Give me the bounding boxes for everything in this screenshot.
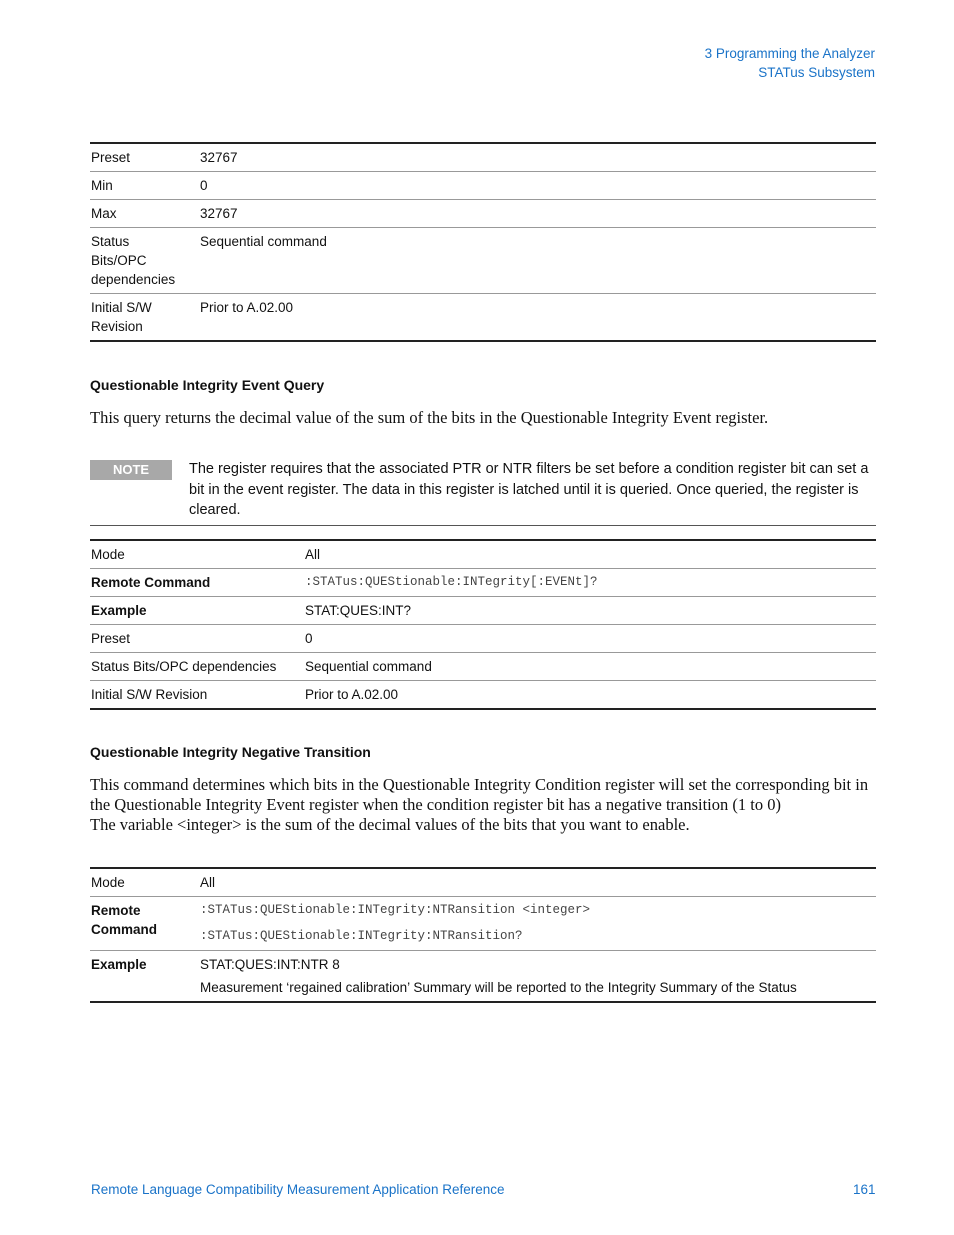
row-value: Sequential command xyxy=(199,228,876,294)
row-label: Preset xyxy=(90,625,304,653)
table-row xyxy=(90,951,876,1003)
section-heading: Questionable Integrity Event Query xyxy=(90,377,325,393)
footer-title: Remote Language Compatibility Measurement Application Reference xyxy=(91,1182,505,1197)
row-value: Sequential command xyxy=(304,653,876,681)
row-value: :STATus:QUEStionable:INTegrity[:EVENt]? xyxy=(304,569,876,597)
properties-table-3 xyxy=(90,867,876,1003)
label-line: Remote xyxy=(91,903,141,918)
table-row xyxy=(90,897,876,951)
row-value: All xyxy=(304,540,876,569)
section-paragraph xyxy=(90,775,876,835)
running-header xyxy=(705,44,875,82)
table-row xyxy=(90,681,876,710)
section-paragraph: This query returns the decimal value of the sum of the bits in the Questionable Integrity Event register. xyxy=(90,408,769,427)
table-row xyxy=(90,540,876,569)
label-line: Initial S/W xyxy=(91,300,152,315)
table-row xyxy=(90,200,876,228)
row-value: 0 xyxy=(199,172,876,200)
row-label xyxy=(90,294,199,342)
row-label: Max xyxy=(90,200,199,228)
table-row xyxy=(90,625,876,653)
row-label: Status Bits/OPC dependencies xyxy=(90,653,304,681)
label-line: Revision xyxy=(91,319,143,334)
page-number: 161 xyxy=(853,1182,876,1197)
table-row xyxy=(90,143,876,172)
label-line: Bits/OPC xyxy=(91,253,147,268)
note-text: The register requires that the associated PTR or NTR filters be set before a condition register bit can set a bit in the event register. The data in this register is latched until it is queried. Once queried, the register is cleared. xyxy=(189,461,869,518)
row-value: 32767 xyxy=(199,143,876,172)
row-label: Mode xyxy=(90,868,199,897)
example-line: Measurement ‘regained calibration’ Summary will be reported to the Integrity Summary of the Status xyxy=(200,980,797,995)
row-label: Remote Command xyxy=(90,569,304,597)
table-row xyxy=(90,653,876,681)
note-badge: NOTE xyxy=(90,460,172,480)
table-row xyxy=(90,569,876,597)
row-label: Initial S/W Revision xyxy=(90,681,304,710)
paragraph-2: The variable <integer> is the sum of the decimal values of the bits that you want to enable. xyxy=(90,815,690,834)
row-label xyxy=(90,897,199,951)
row-value: STAT:QUES:INT? xyxy=(304,597,876,625)
chapter-title: 3 Programming the Analyzer xyxy=(704,46,875,61)
row-value: Prior to A.02.00 xyxy=(304,681,876,710)
label-line: Status xyxy=(91,234,130,249)
row-value: All xyxy=(199,868,876,897)
divider xyxy=(90,525,876,526)
command-line: :STATus:QUEStionable:INTegrity:NTRansition? xyxy=(200,929,523,943)
row-value: 32767 xyxy=(199,200,876,228)
table-row xyxy=(90,868,876,897)
row-label: Preset xyxy=(90,143,199,172)
properties-table-1 xyxy=(90,142,876,342)
section-title: STATus Subsystem xyxy=(758,65,875,80)
table-row xyxy=(90,597,876,625)
section-heading: Questionable Integrity Negative Transition xyxy=(90,744,371,760)
row-value xyxy=(199,951,876,1003)
label-line: Command xyxy=(91,922,158,937)
row-value: 0 xyxy=(304,625,876,653)
row-label: Example xyxy=(90,597,304,625)
paragraph-1: This command determines which bits in the Questionable Integrity Condition register will set the corresponding bit in the Questionable Integrity Event register when the condition register bit has a negative transition (1 to 0) xyxy=(90,775,869,814)
row-label: Mode xyxy=(90,540,304,569)
row-value xyxy=(199,897,876,951)
row-value: Prior to A.02.00 xyxy=(199,294,876,342)
table-row xyxy=(90,172,876,200)
table-row xyxy=(90,228,876,294)
row-label xyxy=(90,228,199,294)
table-row xyxy=(90,294,876,342)
row-label: Example xyxy=(90,951,199,1003)
row-label: Min xyxy=(90,172,199,200)
label-line: dependencies xyxy=(91,272,176,287)
example-line: STAT:QUES:INT:NTR 8 xyxy=(200,957,340,972)
command-line: :STATus:QUEStionable:INTegrity:NTRansition <integer> xyxy=(200,903,591,917)
properties-table-2 xyxy=(90,539,876,710)
